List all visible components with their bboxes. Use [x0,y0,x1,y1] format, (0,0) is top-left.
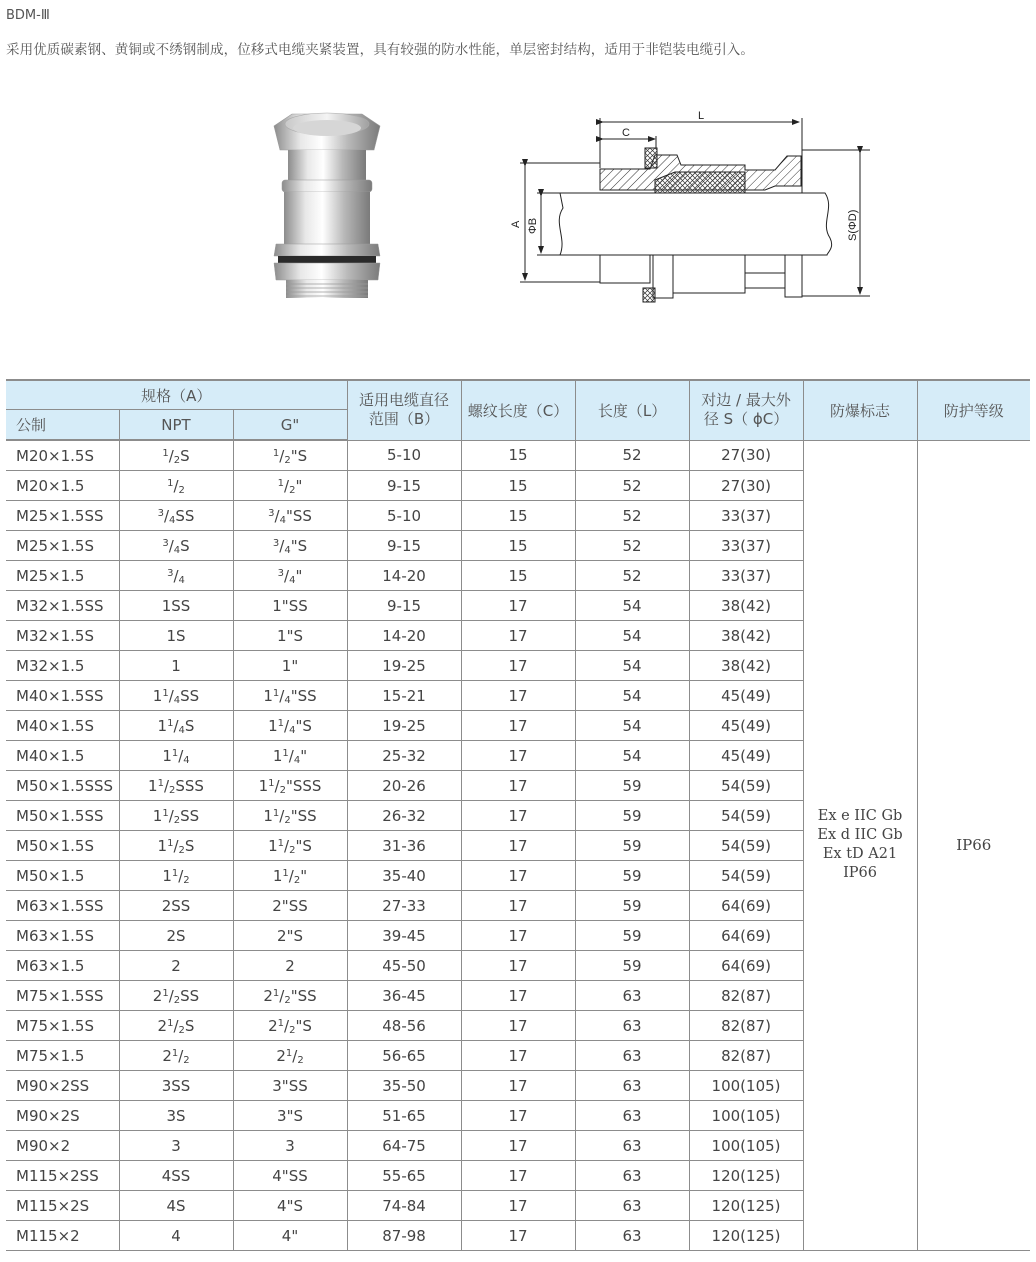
cell-cable-range: 55-65 [347,1161,461,1191]
cell-thread-length: 17 [461,801,575,831]
cell-thread-length: 15 [461,561,575,591]
cell-g: 3 [233,1131,347,1161]
cell-g: 1"SS [233,591,347,621]
cell-across-flats: 64(69) [689,891,803,921]
cell-thread-length: 17 [461,651,575,681]
cell-thread-length: 17 [461,771,575,801]
dim-label-c: C [622,127,630,139]
cell-thread-length: 17 [461,1161,575,1191]
cell-npt: 4S [119,1191,233,1221]
cell-cable-range: 20-26 [347,771,461,801]
cell-metric: M75×1.5 [6,1041,119,1071]
cell-length: 54 [575,711,689,741]
cell-npt: $1^1/_2$ [119,861,233,891]
cell-length: 59 [575,861,689,891]
cell-g: $2^1/_2"SS$ [233,981,347,1011]
cell-metric: M32×1.5SS [6,591,119,621]
cell-npt: $^1/_2$ [119,471,233,501]
cell-g: $^3/_4"S$ [233,531,347,561]
cell-thread-length: 15 [461,471,575,501]
cell-g: 1"S [233,621,347,651]
cell-across-flats: 45(49) [689,681,803,711]
cell-length: 59 [575,951,689,981]
cell-across-flats: 33(37) [689,501,803,531]
dim-label-l: L [698,110,705,122]
cell-g: 3"SS [233,1071,347,1101]
cell-across-flats: 100(105) [689,1131,803,1161]
cell-metric: M115×2 [6,1221,119,1251]
header-ex-mark: 防爆标志 [803,380,917,440]
cell-g: $1^1/_2"SSS$ [233,771,347,801]
header-thread-length: 螺纹长度（C） [461,380,575,440]
cell-npt: $^3/_4S$ [119,531,233,561]
cell-metric: M50×1.5SS [6,801,119,831]
cell-thread-length: 17 [461,891,575,921]
cell-across-flats: 38(42) [689,651,803,681]
cell-npt: $^3/_4$ [119,561,233,591]
cell-cable-range: 14-20 [347,561,461,591]
header-cable-range [347,380,461,440]
cell-g: $1^1/_4$" [233,741,347,771]
cell-cable-range: 19-25 [347,651,461,681]
cell-g: $^1/_2$" [233,471,347,501]
cell-metric: M115×2S [6,1191,119,1221]
cell-cable-range: 36-45 [347,981,461,1011]
cell-metric: M115×2SS [6,1161,119,1191]
cell-thread-length: 17 [461,921,575,951]
cell-thread-length: 17 [461,1191,575,1221]
cell-metric: M32×1.5S [6,621,119,651]
cell-length: 63 [575,1071,689,1101]
cell-thread-length: 17 [461,621,575,651]
ex-mark-line: Ex e IIC Gb [817,808,903,825]
ex-mark-line: Ex d IIC Gb [817,827,903,844]
cell-g: 2"SS [233,891,347,921]
cell-metric: M90×2S [6,1101,119,1131]
cell-across-flats: 33(37) [689,531,803,561]
cell-across-flats: 54(59) [689,771,803,801]
cell-cable-range: 14-20 [347,621,461,651]
cell-length: 63 [575,1161,689,1191]
cell-npt: $1^1/_4SS$ [119,681,233,711]
cell-g: $2^1/_2"S$ [233,1011,347,1041]
cell-cable-range: 39-45 [347,921,461,951]
cell-metric: M20×1.5S [6,440,119,471]
table-row [6,440,1030,471]
ex-mark-line: IP66 [843,865,877,882]
dim-label-b: ΦB [527,217,539,234]
cell-thread-length: 17 [461,1221,575,1251]
cell-length: 63 [575,1221,689,1251]
cell-across-flats: 45(49) [689,741,803,771]
cell-metric: M75×1.5SS [6,981,119,1011]
cell-npt: 4 [119,1221,233,1251]
cell-metric: M63×1.5SS [6,891,119,921]
header-npt: NPT [119,410,233,441]
cell-g: 3"S [233,1101,347,1131]
cell-cable-range: 56-65 [347,1041,461,1071]
cell-cable-range: 87-98 [347,1221,461,1251]
cell-length: 54 [575,621,689,651]
cell-g: 2 [233,951,347,981]
cell-npt: $2^1/_2S$ [119,1011,233,1041]
cell-npt: 1SS [119,591,233,621]
cell-npt: $2^1/_2SS$ [119,981,233,1011]
cell-cable-range: 26-32 [347,801,461,831]
cell-thread-length: 17 [461,711,575,741]
cell-thread-length: 17 [461,681,575,711]
cell-length: 52 [575,471,689,501]
cell-g: $2^1/_2$ [233,1041,347,1071]
cell-metric: M63×1.5S [6,921,119,951]
cell-cable-range: 35-40 [347,861,461,891]
cell-npt: $1^1/_4S$ [119,711,233,741]
cell-npt: 4SS [119,1161,233,1191]
cell-thread-length: 17 [461,831,575,861]
cell-metric: M40×1.5S [6,711,119,741]
cell-thread-length: 15 [461,501,575,531]
cell-metric: M63×1.5 [6,951,119,981]
cell-across-flats: 120(125) [689,1221,803,1251]
cell-length: 52 [575,501,689,531]
cell-metric: M50×1.5SSS [6,771,119,801]
cell-length: 63 [575,1011,689,1041]
header-across-line1: 对边 / 最大外 [701,391,791,410]
cell-cable-range: 64-75 [347,1131,461,1161]
cell-npt: $1^1/_2SSS$ [119,771,233,801]
spec-table [6,379,1030,1251]
cell-length: 54 [575,741,689,771]
header-across-line2: 径 S（ ϕC） [703,410,789,429]
cell-g: 4"S [233,1191,347,1221]
dim-label-a: A [510,220,522,228]
cell-cable-range: 31-36 [347,831,461,861]
cell-across-flats: 27(30) [689,440,803,471]
cell-metric: M50×1.5 [6,861,119,891]
cell-thread-length: 17 [461,951,575,981]
cell-npt: 3 [119,1131,233,1161]
cell-across-flats: 38(42) [689,621,803,651]
cell-across-flats: 100(105) [689,1101,803,1131]
cell-cable-range: 25-32 [347,741,461,771]
cell-across-flats: 54(59) [689,801,803,831]
cell-metric: M25×1.5 [6,561,119,591]
cell-cable-range: 48-56 [347,1011,461,1041]
cell-g: $1^1/_4"SS$ [233,681,347,711]
product-description: 采用优质碳素钢、黄铜或不绣钢制成，位移式电缆夹紧装置，具有较强的防水性能，单层密封结构，适用于非铠装电缆引入。 [6,42,754,58]
cell-length: 63 [575,1191,689,1221]
cell-npt: 1 [119,651,233,681]
cell-cable-range: 27-33 [347,891,461,921]
cell-metric: M90×2 [6,1131,119,1161]
cell-cable-range: 15-21 [347,681,461,711]
cell-thread-length: 15 [461,531,575,561]
cell-npt: $1^1/_2SS$ [119,801,233,831]
cell-npt: 2SS [119,891,233,921]
cell-length: 63 [575,1131,689,1161]
cell-length: 59 [575,831,689,861]
cell-metric: M25×1.5SS [6,501,119,531]
cell-npt: $^1/_2S$ [119,440,233,471]
cell-g: 2"S [233,921,347,951]
cell-across-flats: 33(37) [689,561,803,591]
cell-length: 52 [575,440,689,471]
cell-metric: M90×2SS [6,1071,119,1101]
cell-across-flats: 82(87) [689,1041,803,1071]
cell-npt: 3SS [119,1071,233,1101]
cell-length: 59 [575,771,689,801]
cell-cable-range: 9-15 [347,531,461,561]
cell-npt: $2^1/_2$ [119,1041,233,1071]
cell-length: 59 [575,891,689,921]
cell-thread-length: 17 [461,1101,575,1131]
header-across-flats [689,380,803,440]
cell-thread-length: 17 [461,981,575,1011]
cell-length: 63 [575,981,689,1011]
cell-across-flats: 120(125) [689,1191,803,1221]
header-cable-range-line1: 适用电缆直径 [359,391,450,410]
cell-length: 52 [575,561,689,591]
cell-length: 54 [575,681,689,711]
header-spec-group: 规格（A） [6,380,347,410]
cell-thread-length: 15 [461,440,575,471]
cell-g: $1^1/_2"S$ [233,831,347,861]
header-g: G" [233,410,347,441]
cell-g: $1^1/_2"SS$ [233,801,347,831]
cell-thread-length: 17 [461,1041,575,1071]
cell-length: 52 [575,531,689,561]
cell-npt: $1^1/_2S$ [119,831,233,861]
cell-g: 4"SS [233,1161,347,1191]
cell-cable-range: 51-65 [347,1101,461,1131]
cell-length: 63 [575,1041,689,1071]
cell-npt: 2 [119,951,233,981]
cell-length: 63 [575,1101,689,1131]
cell-ip-grade: IP66 [917,440,1030,1251]
cell-thread-length: 17 [461,1011,575,1041]
product-model: BDM-Ⅲ [6,8,50,23]
spec-table-body [6,440,1030,1251]
cell-across-flats: 82(87) [689,981,803,1011]
cell-across-flats: 64(69) [689,921,803,951]
cell-g: 4" [233,1221,347,1251]
cell-thread-length: 17 [461,1131,575,1161]
cell-g: $^1/_2"S$ [233,440,347,471]
cell-cable-range: 5-10 [347,440,461,471]
cell-thread-length: 17 [461,1071,575,1101]
cell-thread-length: 17 [461,861,575,891]
cell-length: 59 [575,921,689,951]
cell-across-flats: 45(49) [689,711,803,741]
cell-g: 1" [233,651,347,681]
header-ip-grade: 防护等级 [917,380,1030,440]
cell-npt: $1^1/_4$ [119,741,233,771]
cell-cable-range: 9-15 [347,591,461,621]
cell-metric: M40×1.5SS [6,681,119,711]
cell-g: $1^1/_4"S$ [233,711,347,741]
cell-npt: $^3/_4SS$ [119,501,233,531]
cell-across-flats: 54(59) [689,861,803,891]
cell-cable-range: 35-50 [347,1071,461,1101]
cell-across-flats: 27(30) [689,471,803,501]
cell-npt: 2S [119,921,233,951]
cell-across-flats: 120(125) [689,1161,803,1191]
cell-metric: M32×1.5 [6,651,119,681]
cell-across-flats: 82(87) [689,1011,803,1041]
cell-length: 54 [575,651,689,681]
cell-metric: M50×1.5S [6,831,119,861]
cell-g: $1^1/_2$" [233,861,347,891]
cell-cable-range: 74-84 [347,1191,461,1221]
cell-g: $^3/_4$" [233,561,347,591]
cell-across-flats: 64(69) [689,951,803,981]
cell-metric: M20×1.5 [6,471,119,501]
cell-npt: 1S [119,621,233,651]
cell-metric: M25×1.5S [6,531,119,561]
header-metric: 公制 [6,410,119,441]
cell-across-flats: 54(59) [689,831,803,861]
cell-across-flats: 100(105) [689,1071,803,1101]
cell-length: 54 [575,591,689,621]
cell-npt: 3S [119,1101,233,1131]
cell-metric: M40×1.5 [6,741,119,771]
cell-length: 59 [575,801,689,831]
cell-thread-length: 17 [461,741,575,771]
cell-metric: M75×1.5S [6,1011,119,1041]
cell-across-flats: 38(42) [689,591,803,621]
ex-mark-line: Ex tD A21 [822,846,898,863]
cell-cable-range: 9-15 [347,471,461,501]
technical-drawing [505,108,875,308]
cell-cable-range: 45-50 [347,951,461,981]
header-cable-range-line2: 范围（B） [368,410,440,429]
cell-ex-mark [803,440,917,1251]
product-photo [262,108,392,304]
cell-cable-range: 5-10 [347,501,461,531]
cell-g: $^3/_4"SS$ [233,501,347,531]
header-length: 长度（L） [575,380,689,440]
dim-label-s: S(ΦD) [847,209,859,241]
cell-thread-length: 17 [461,591,575,621]
cell-cable-range: 19-25 [347,711,461,741]
